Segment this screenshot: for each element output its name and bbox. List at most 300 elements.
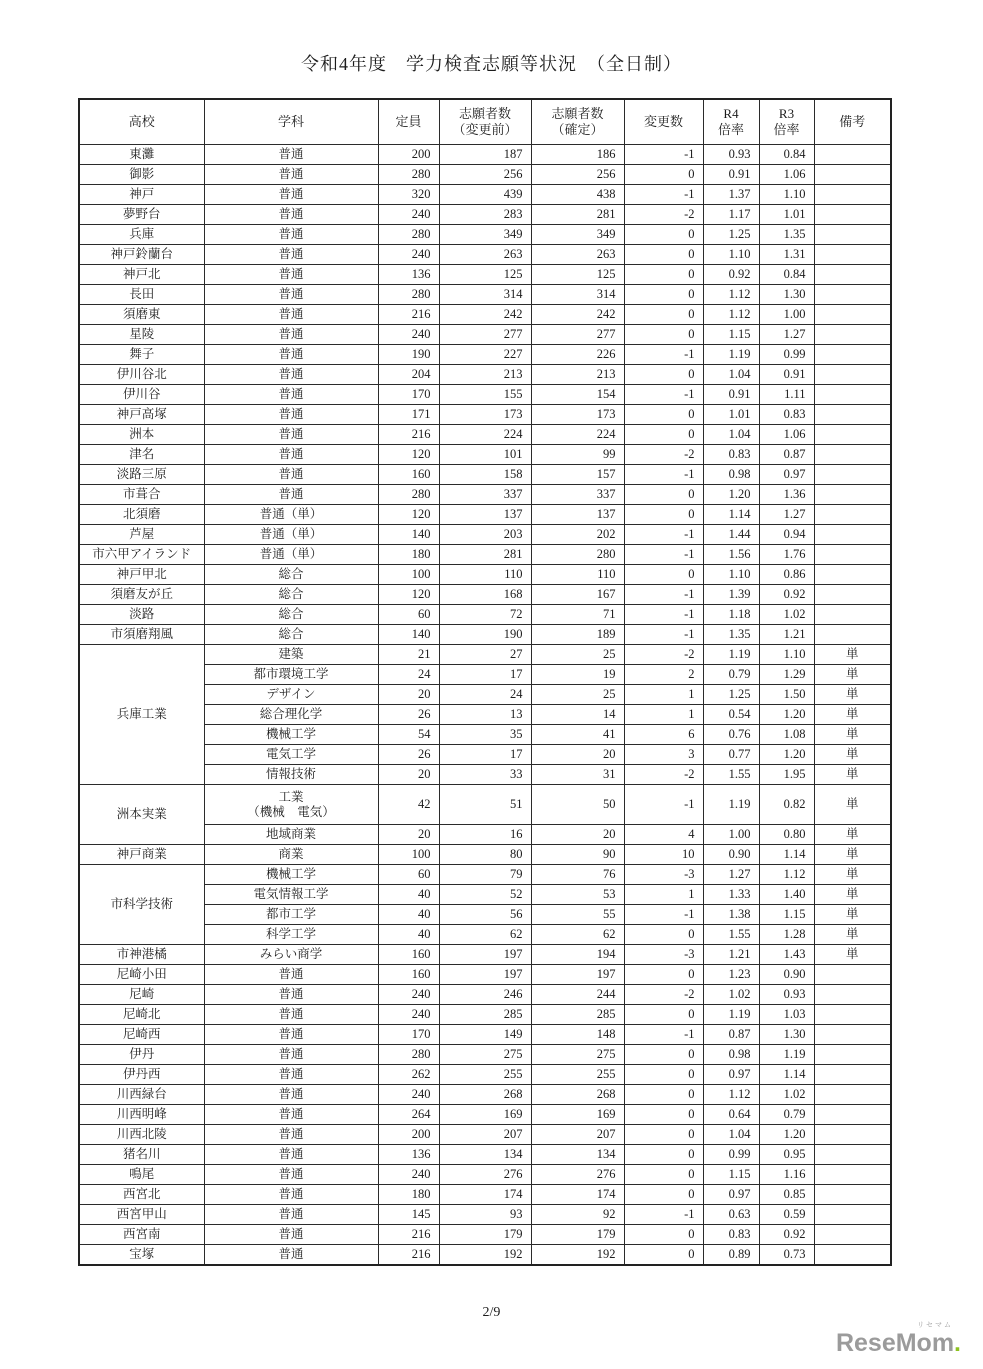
capacity-cell: 120 [378, 505, 439, 525]
capacity-cell: 160 [378, 465, 439, 485]
school-cell: 神戸 [79, 185, 204, 205]
header-row [79, 99, 891, 145]
school-cell: 淡路 [79, 605, 204, 625]
table-row [79, 585, 891, 605]
note-cell: 単 [814, 865, 891, 885]
r4-ratio-cell: 1.56 [703, 545, 759, 565]
r4-ratio-cell: 0.77 [703, 745, 759, 765]
applicants-final-cell: 277 [531, 325, 624, 345]
department-cell: 普通 [204, 445, 378, 465]
capacity-cell: 20 [378, 825, 439, 845]
applicants-final-cell: 179 [531, 1225, 624, 1245]
applicants-before-cell: 80 [439, 845, 531, 865]
school-cell: 猪名川 [79, 1145, 204, 1165]
applicants-before-cell: 192 [439, 1245, 531, 1266]
table-row [79, 965, 891, 985]
table-row [79, 1065, 891, 1085]
change-cell: 0 [624, 1145, 703, 1165]
capacity-cell: 180 [378, 1185, 439, 1205]
header-cell: 定員 [378, 99, 439, 145]
note-cell: 単 [814, 685, 891, 705]
change-cell: -3 [624, 945, 703, 965]
table-wrap [78, 98, 892, 1266]
applicants-before-cell: 207 [439, 1125, 531, 1145]
capacity-cell: 280 [378, 165, 439, 185]
capacity-cell: 240 [378, 205, 439, 225]
r3-ratio-cell: 1.40 [759, 885, 814, 905]
capacity-cell: 140 [378, 625, 439, 645]
applicants-final-cell: 125 [531, 265, 624, 285]
applicants-before-cell: 62 [439, 925, 531, 945]
school-cell: 神戸鈴蘭台 [79, 245, 204, 265]
department-cell: 建築 [204, 645, 378, 665]
r4-ratio-cell: 1.04 [703, 365, 759, 385]
note-cell [814, 1125, 891, 1145]
department-cell: 普通 [204, 465, 378, 485]
note-cell [814, 1085, 891, 1105]
r4-ratio-cell: 1.17 [703, 205, 759, 225]
r3-ratio-cell: 0.82 [759, 785, 814, 825]
table-row [79, 145, 891, 165]
school-cell: 尼崎 [79, 985, 204, 1005]
applicants-before-cell: 263 [439, 245, 531, 265]
table-header [79, 99, 891, 145]
note-cell [814, 1165, 891, 1185]
change-cell: -2 [624, 645, 703, 665]
department-cell: 普通 [204, 965, 378, 985]
note-cell [814, 265, 891, 285]
r3-ratio-cell: 1.03 [759, 1005, 814, 1025]
r3-ratio-cell: 1.20 [759, 1125, 814, 1145]
school-cell: 宝塚 [79, 1245, 204, 1266]
capacity-cell: 26 [378, 705, 439, 725]
department-cell: 普通 [204, 1045, 378, 1065]
capacity-cell: 180 [378, 545, 439, 565]
note-cell [814, 285, 891, 305]
school-cell: 北須磨 [79, 505, 204, 525]
applicants-final-cell: 280 [531, 545, 624, 565]
r4-ratio-cell: 1.19 [703, 785, 759, 825]
note-cell [814, 305, 891, 325]
resemom-logo-ruby: リセマム [917, 1322, 953, 1329]
table-row [79, 265, 891, 285]
r3-ratio-cell: 0.83 [759, 405, 814, 425]
department-cell: 機械工学 [204, 725, 378, 745]
r4-ratio-cell: 0.91 [703, 385, 759, 405]
applicants-final-cell: 76 [531, 865, 624, 885]
change-cell: 0 [624, 265, 703, 285]
r3-ratio-cell: 1.01 [759, 205, 814, 225]
applicants-before-cell: 190 [439, 625, 531, 645]
table-row [79, 205, 891, 225]
applicants-before-cell: 439 [439, 185, 531, 205]
note-cell [814, 1145, 891, 1165]
r3-ratio-cell: 0.59 [759, 1205, 814, 1225]
department-cell: 普通 [204, 1205, 378, 1225]
note-cell [814, 245, 891, 265]
applicants-final-cell: 207 [531, 1125, 624, 1145]
table-row [79, 625, 891, 645]
school-cell: 神戸高塚 [79, 405, 204, 425]
note-cell [814, 345, 891, 365]
school-cell: 川西緑台 [79, 1085, 204, 1105]
school-cell: 伊川谷北 [79, 365, 204, 385]
applicants-final-cell: 256 [531, 165, 624, 185]
resemom-logo-text [836, 1330, 961, 1356]
note-cell: 単 [814, 945, 891, 965]
r3-ratio-cell: 1.06 [759, 425, 814, 445]
school-cell: 西宮北 [79, 1185, 204, 1205]
change-cell: -1 [624, 905, 703, 925]
school-cell: 神戸甲北 [79, 565, 204, 585]
note-cell: 単 [814, 825, 891, 845]
applicants-before-cell: 158 [439, 465, 531, 485]
change-cell: 4 [624, 825, 703, 845]
change-cell: -1 [624, 345, 703, 365]
applicants-final-cell: 438 [531, 185, 624, 205]
r4-ratio-cell: 0.99 [703, 1145, 759, 1165]
applicants-before-cell: 51 [439, 785, 531, 825]
department-cell: 普通 [204, 425, 378, 445]
applicants-final-cell: 213 [531, 365, 624, 385]
note-cell [814, 485, 891, 505]
capacity-cell: 136 [378, 1145, 439, 1165]
school-cell: 川西明峰 [79, 1105, 204, 1125]
r3-ratio-cell: 1.43 [759, 945, 814, 965]
table-row [79, 1245, 891, 1266]
note-cell: 単 [814, 645, 891, 665]
r4-ratio-cell: 0.79 [703, 665, 759, 685]
change-cell: -1 [624, 785, 703, 825]
applicants-before-cell: 349 [439, 225, 531, 245]
header-cell: 志願者数 （変更前） [439, 99, 531, 145]
note-cell [814, 525, 891, 545]
applicants-before-cell: 169 [439, 1105, 531, 1125]
r3-ratio-cell: 0.97 [759, 465, 814, 485]
department-cell: 電気情報工学 [204, 885, 378, 905]
school-cell: 芦屋 [79, 525, 204, 545]
capacity-cell: 20 [378, 685, 439, 705]
note-cell [814, 1025, 891, 1045]
r3-ratio-cell: 0.79 [759, 1105, 814, 1125]
capacity-cell: 54 [378, 725, 439, 745]
note-cell [814, 585, 891, 605]
department-cell: 普通 [204, 1005, 378, 1025]
capacity-cell: 216 [378, 425, 439, 445]
r3-ratio-cell: 1.15 [759, 905, 814, 925]
r4-ratio-cell: 0.91 [703, 165, 759, 185]
applicants-final-cell: 189 [531, 625, 624, 645]
note-cell [814, 145, 891, 165]
table-row [79, 485, 891, 505]
department-cell: 普通 [204, 485, 378, 505]
note-cell: 単 [814, 845, 891, 865]
school-cell: 洲本実業 [79, 785, 204, 845]
applicants-final-cell: 90 [531, 845, 624, 865]
change-cell: 0 [624, 165, 703, 185]
table-row [79, 1025, 891, 1045]
applicants-before-cell: 125 [439, 265, 531, 285]
r3-ratio-cell: 0.84 [759, 265, 814, 285]
change-cell: 0 [624, 1245, 703, 1266]
application-status-table [78, 98, 892, 1266]
note-cell: 単 [814, 765, 891, 785]
note-cell: 単 [814, 745, 891, 765]
change-cell: 0 [624, 1005, 703, 1025]
applicants-final-cell: 275 [531, 1045, 624, 1065]
capacity-cell: 26 [378, 745, 439, 765]
r4-ratio-cell: 1.38 [703, 905, 759, 925]
applicants-before-cell: 168 [439, 585, 531, 605]
r4-ratio-cell: 1.04 [703, 425, 759, 445]
department-cell: 総合 [204, 605, 378, 625]
r3-ratio-cell: 1.21 [759, 625, 814, 645]
school-cell: 伊丹 [79, 1045, 204, 1065]
school-cell: 尼崎北 [79, 1005, 204, 1025]
capacity-cell: 21 [378, 645, 439, 665]
r4-ratio-cell: 1.23 [703, 965, 759, 985]
change-cell: -2 [624, 765, 703, 785]
header-cell: R4 倍率 [703, 99, 759, 145]
r4-ratio-cell: 0.83 [703, 1225, 759, 1245]
table-row [79, 525, 891, 545]
department-cell: 総合 [204, 585, 378, 605]
capacity-cell: 40 [378, 905, 439, 925]
department-cell: 普通 [204, 1025, 378, 1045]
applicants-final-cell: 148 [531, 1025, 624, 1045]
department-cell: 普通 [204, 985, 378, 1005]
applicants-before-cell: 283 [439, 205, 531, 225]
capacity-cell: 240 [378, 1005, 439, 1025]
r4-ratio-cell: 1.37 [703, 185, 759, 205]
r4-ratio-cell: 1.02 [703, 985, 759, 1005]
table-row [79, 1045, 891, 1065]
capacity-cell: 216 [378, 1225, 439, 1245]
change-cell: 0 [624, 1085, 703, 1105]
change-cell: 0 [624, 305, 703, 325]
applicants-final-cell: 154 [531, 385, 624, 405]
applicants-before-cell: 337 [439, 485, 531, 505]
change-cell: 0 [624, 505, 703, 525]
change-cell: 10 [624, 845, 703, 865]
capacity-cell: 42 [378, 785, 439, 825]
applicants-before-cell: 33 [439, 765, 531, 785]
applicants-before-cell: 276 [439, 1165, 531, 1185]
change-cell: 0 [624, 1065, 703, 1085]
note-cell: 単 [814, 785, 891, 825]
table-row [79, 865, 891, 885]
table-row [79, 385, 891, 405]
applicants-before-cell: 27 [439, 645, 531, 665]
school-cell: 伊丹西 [79, 1065, 204, 1085]
department-cell: 都市環境工学 [204, 665, 378, 685]
school-cell: 神戸北 [79, 265, 204, 285]
capacity-cell: 280 [378, 485, 439, 505]
r4-ratio-cell: 1.19 [703, 645, 759, 665]
applicants-before-cell: 173 [439, 405, 531, 425]
applicants-final-cell: 173 [531, 405, 624, 425]
capacity-cell: 264 [378, 1105, 439, 1125]
r4-ratio-cell: 1.15 [703, 325, 759, 345]
department-cell: 普通（単） [204, 505, 378, 525]
capacity-cell: 240 [378, 325, 439, 345]
r3-ratio-cell: 1.02 [759, 1085, 814, 1105]
department-cell: 普通 [204, 225, 378, 245]
department-cell: 普通 [204, 305, 378, 325]
table-row [79, 225, 891, 245]
r4-ratio-cell: 1.35 [703, 625, 759, 645]
r4-ratio-cell: 0.64 [703, 1105, 759, 1125]
capacity-cell: 145 [378, 1205, 439, 1225]
table-row [79, 945, 891, 965]
school-cell: 西宮南 [79, 1225, 204, 1245]
change-cell: -1 [624, 625, 703, 645]
department-cell: 普通 [204, 1245, 378, 1266]
r4-ratio-cell: 1.55 [703, 765, 759, 785]
applicants-before-cell: 110 [439, 565, 531, 585]
r3-ratio-cell: 1.00 [759, 305, 814, 325]
note-cell [814, 965, 891, 985]
applicants-final-cell: 285 [531, 1005, 624, 1025]
applicants-before-cell: 256 [439, 165, 531, 185]
r3-ratio-cell: 0.91 [759, 365, 814, 385]
r3-ratio-cell: 1.16 [759, 1165, 814, 1185]
table-row [79, 985, 891, 1005]
capacity-cell: 240 [378, 245, 439, 265]
change-cell: 0 [624, 965, 703, 985]
department-cell: 情報技術 [204, 765, 378, 785]
school-cell: 市科学技術 [79, 865, 204, 945]
change-cell: -1 [624, 465, 703, 485]
department-cell: 普通 [204, 185, 378, 205]
r4-ratio-cell: 0.54 [703, 705, 759, 725]
change-cell: -1 [624, 385, 703, 405]
table-row [79, 845, 891, 865]
applicants-before-cell: 285 [439, 1005, 531, 1025]
r3-ratio-cell: 0.87 [759, 445, 814, 465]
department-cell: 電気工学 [204, 745, 378, 765]
capacity-cell: 280 [378, 285, 439, 305]
r3-ratio-cell: 1.30 [759, 285, 814, 305]
note-cell [814, 1005, 891, 1025]
school-cell: 長田 [79, 285, 204, 305]
r4-ratio-cell: 1.27 [703, 865, 759, 885]
capacity-cell: 200 [378, 1125, 439, 1145]
note-cell [814, 565, 891, 585]
table-row [79, 1165, 891, 1185]
table-row [79, 565, 891, 585]
applicants-final-cell: 157 [531, 465, 624, 485]
change-cell: 1 [624, 885, 703, 905]
change-cell: -1 [624, 1025, 703, 1045]
change-cell: 0 [624, 1105, 703, 1125]
department-cell: 普通 [204, 345, 378, 365]
department-cell: 普通 [204, 1065, 378, 1085]
school-cell: 市六甲アイランド [79, 545, 204, 565]
department-cell: デザイン [204, 685, 378, 705]
department-cell: 普通 [204, 1165, 378, 1185]
capacity-cell: 160 [378, 945, 439, 965]
applicants-before-cell: 13 [439, 705, 531, 725]
applicants-before-cell: 35 [439, 725, 531, 745]
applicants-before-cell: 197 [439, 965, 531, 985]
school-cell: 夢野台 [79, 205, 204, 225]
capacity-cell: 171 [378, 405, 439, 425]
applicants-final-cell: 281 [531, 205, 624, 225]
school-cell: 市葺合 [79, 485, 204, 505]
department-cell: 都市工学 [204, 905, 378, 925]
applicants-final-cell: 224 [531, 425, 624, 445]
applicants-before-cell: 134 [439, 1145, 531, 1165]
department-cell: 総合理化学 [204, 705, 378, 725]
applicants-before-cell: 197 [439, 945, 531, 965]
applicants-final-cell: 25 [531, 645, 624, 665]
department-cell: 普通 [204, 245, 378, 265]
r4-ratio-cell: 1.00 [703, 825, 759, 845]
applicants-before-cell: 72 [439, 605, 531, 625]
table-row [79, 605, 891, 625]
r4-ratio-cell: 0.98 [703, 465, 759, 485]
note-cell [814, 1065, 891, 1085]
applicants-final-cell: 202 [531, 525, 624, 545]
applicants-final-cell: 192 [531, 1245, 624, 1266]
table-row [79, 1125, 891, 1145]
applicants-final-cell: 226 [531, 345, 624, 365]
table-row [79, 285, 891, 305]
school-cell: 東灘 [79, 145, 204, 165]
applicants-final-cell: 50 [531, 785, 624, 825]
department-cell: 普通 [204, 1225, 378, 1245]
table-row [79, 1145, 891, 1165]
r3-ratio-cell: 1.76 [759, 545, 814, 565]
capacity-cell: 40 [378, 925, 439, 945]
note-cell: 単 [814, 905, 891, 925]
applicants-before-cell: 174 [439, 1185, 531, 1205]
change-cell: 0 [624, 405, 703, 425]
change-cell: 0 [624, 1045, 703, 1065]
department-cell: 普通 [204, 165, 378, 185]
applicants-final-cell: 276 [531, 1165, 624, 1185]
r3-ratio-cell: 0.85 [759, 1185, 814, 1205]
applicants-final-cell: 92 [531, 1205, 624, 1225]
change-cell: -2 [624, 445, 703, 465]
r4-ratio-cell: 1.04 [703, 1125, 759, 1145]
change-cell: 0 [624, 1165, 703, 1185]
change-cell: 1 [624, 705, 703, 725]
department-cell: 普通 [204, 405, 378, 425]
change-cell: -1 [624, 185, 703, 205]
r4-ratio-cell: 0.87 [703, 1025, 759, 1045]
applicants-before-cell: 16 [439, 825, 531, 845]
capacity-cell: 200 [378, 145, 439, 165]
school-cell: 御影 [79, 165, 204, 185]
applicants-final-cell: 186 [531, 145, 624, 165]
school-cell: 津名 [79, 445, 204, 465]
table-row [79, 165, 891, 185]
header-cell: 高校 [79, 99, 204, 145]
table-row [79, 325, 891, 345]
r3-ratio-cell: 0.93 [759, 985, 814, 1005]
school-cell: 川西北陵 [79, 1125, 204, 1145]
department-cell: みらい商学 [204, 945, 378, 965]
r4-ratio-cell: 1.20 [703, 485, 759, 505]
applicants-final-cell: 41 [531, 725, 624, 745]
applicants-final-cell: 263 [531, 245, 624, 265]
department-cell: 普通 [204, 365, 378, 385]
applicants-final-cell: 20 [531, 745, 624, 765]
change-cell: -1 [624, 545, 703, 565]
capacity-cell: 240 [378, 985, 439, 1005]
